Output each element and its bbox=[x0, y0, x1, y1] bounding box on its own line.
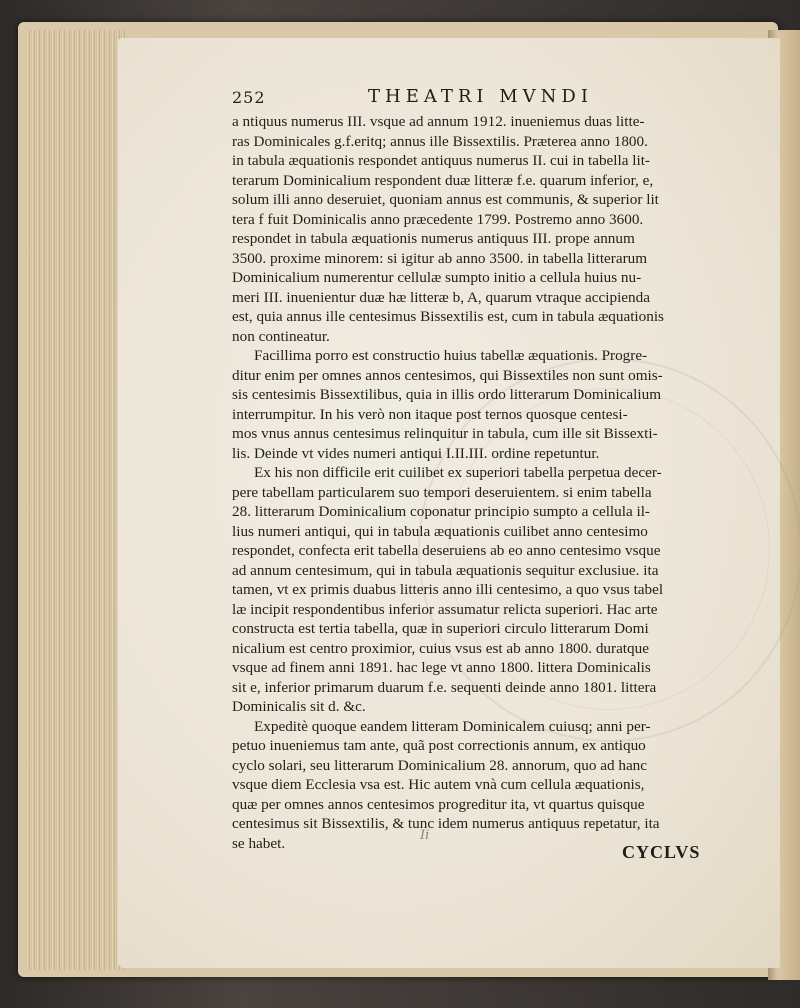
page-header bbox=[232, 86, 672, 114]
text-line: Dominicalis sit d. &c. bbox=[232, 698, 366, 715]
text-line: non contineatur. bbox=[232, 327, 330, 345]
text-line: lius numeri antiqui, qui in tabula æquationis cuilibet anno centesimo bbox=[232, 522, 648, 540]
text-line: ad annum centesimum, qui in tabula æquationis sequitur exclusiue. ita bbox=[232, 561, 659, 579]
text-line: nicalium est centro proximior, cuius vsus est ab anno 1800. duratque bbox=[232, 639, 649, 657]
text-line: Ex his non difficile erit cuilibet ex superiori tabella perpetua decer- bbox=[254, 464, 662, 481]
text-line: sit e, inferior primarum duarum f.e. sequenti deinde anno 1801. littera bbox=[232, 678, 657, 696]
text-line: lis. Deinde vt vides numeri antiqui I.II.III. ordine repetuntur. bbox=[232, 444, 600, 462]
text-line: tera f fuit Dominicalis anno præcedente 1799. Postremo anno 3600. bbox=[232, 210, 644, 228]
text-line: pere tabellam particularem suo tempori deseruientem. si enim tabella bbox=[232, 483, 652, 501]
text-line: meri III. inuenientur duæ hæ litteræ b, A, quarum vtraque accipienda bbox=[232, 288, 650, 306]
text-line: centesimus sit Bissextilis, & tunc idem numerus antiquus repetatur, ita bbox=[232, 815, 660, 832]
text-line: tamen, vt ex primis duabus litteris anno illi centesimo, a quo vsus tabel bbox=[232, 581, 664, 598]
text-line: 28. litterarum Dominicalium coponatur principio sumpto a cellula il- bbox=[232, 503, 650, 520]
text-line: interrumpitur. In his verò non itaque post ternos quosque centesi- bbox=[232, 405, 628, 423]
text-line: respondet in tabula æquationis numerus antiquus III. prope annum bbox=[232, 230, 635, 247]
text-line: ditur enim per omnes annos centesimos, qui Bissextiles non sunt omis- bbox=[232, 366, 663, 384]
text-line: sis centesimis Bissextilibus, quia in illis ordo litterarum Dominicalium bbox=[232, 386, 662, 403]
text-line: Facillima porro est constructio huius tabellæ æquationis. Progre- bbox=[254, 347, 648, 364]
text-line: 3500. proxime minorem: si igitur ab anno 3500. in tabella litterarum bbox=[232, 249, 648, 267]
text-line: terarum Dominicalium respondent duæ litteræ f.e. quarum inferior, e, bbox=[232, 171, 654, 189]
text-line: mos vnus annus centesimus relinquitur in tabula, cum ille sit Bissexti- bbox=[232, 425, 658, 442]
running-head: THEATRI MVNDI bbox=[368, 86, 593, 107]
text-line: se habet. bbox=[232, 834, 286, 852]
text-line: quæ per omnes annos centesimos progreditur ita, vt quartus quisque bbox=[232, 795, 645, 813]
text-line: constructa est tertia tabella, quæ in superiori circulo litterarum Domi bbox=[232, 620, 649, 637]
text-line: est, quia annus ille centesimus Bissextilis est, cum in tabula æquationis bbox=[232, 308, 664, 325]
text-line: ras Dominicales g.f.eritq; annus ille Bissextilis. Præterea anno 1800. bbox=[232, 132, 648, 150]
text-line: in tabula æquationis respondet antiquus numerus II. cui in tabella lit- bbox=[232, 152, 650, 169]
body-text bbox=[232, 112, 718, 853]
text-line: vsque diem Ecclesia vsa est. Hic autem vnà cum cellula æquationis, bbox=[232, 776, 645, 793]
catchword: CYCLVS bbox=[622, 842, 701, 862]
text-line: solum illi anno deseruiet, quoniam annus est communis, & superior lit bbox=[232, 191, 659, 208]
page-edges bbox=[26, 30, 126, 970]
signature-mark: Ii bbox=[420, 828, 430, 843]
text-line: petuo inueniemus tam ante, quã post correctionis annum, ex antiquo bbox=[232, 737, 646, 754]
folio-number: 252 bbox=[232, 88, 266, 107]
text-line: vsque ad finem anni 1891. hac lege vt anno 1800. littera Dominicalis bbox=[232, 659, 651, 676]
text-line: Expeditè quoque eandem litteram Dominicalem cuiusq; anni per- bbox=[254, 717, 651, 735]
text-line: Dominicalium numerentur cellulæ sumpto initio a cellula huius nu- bbox=[232, 269, 642, 286]
text-line: læ incipit respondentibus inferior assumatur relicta superiori. Hac arte bbox=[232, 600, 658, 618]
text-line: a ntiquus numerus III. vsque ad annum 1912. inueniemus duas litte- bbox=[232, 113, 645, 130]
text-line: respondet, confecta erit tabella deseruiens ab eo anno centesimo vsque bbox=[232, 542, 661, 559]
text-line: cyclo solari, seu litterarum Dominicalium 28. annorum, quo ad hanc bbox=[232, 756, 648, 774]
